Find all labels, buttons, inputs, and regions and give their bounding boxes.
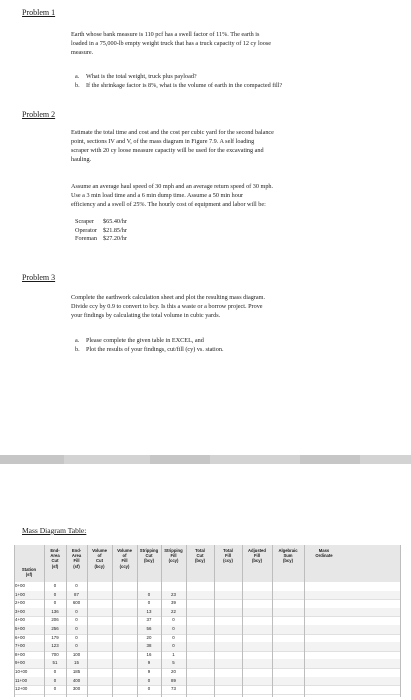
table-row xyxy=(14,634,400,643)
table-cell: 20 xyxy=(146,634,152,640)
column-divider xyxy=(161,545,162,697)
table-cell: 0 xyxy=(53,600,57,606)
table-cell: 0 xyxy=(53,669,57,674)
station-cell: 10+00 xyxy=(15,669,28,674)
problem-2-heading: Problem 2 xyxy=(22,110,56,119)
table-row xyxy=(14,685,400,694)
problem-1-line: measure. xyxy=(71,49,94,56)
table-cell: 0 xyxy=(53,583,57,588)
table-cell: 0 xyxy=(75,617,78,623)
column-header: Stripping Cut (bcy) xyxy=(139,548,159,564)
column-header: Volume of Cut (bcy) xyxy=(92,548,107,569)
table-cell: 37 xyxy=(146,617,152,623)
table-cell: 20 xyxy=(171,669,176,674)
task-item: b. Plot the results of your findings, cut/fill (cy) vs. station. xyxy=(75,346,224,353)
column-header: Stripping Fill (ccy) xyxy=(164,548,183,564)
table-cell: 0 xyxy=(75,626,78,631)
table-row xyxy=(14,668,400,677)
station-cell: 5+00 xyxy=(15,626,25,631)
problem-2-paragraph-2: Assume an average haul speed of 30 mph and an average return speed of 30 mph. Use a 3 min load time and a 6 min dump time. Assume a 50 min hour efficiency and a swell of 25%. The hourly cost of equipment and labor will be: xyxy=(71,183,274,208)
rate-row: Foreman $27.20/hr xyxy=(75,235,127,242)
station-cell: 1+00 xyxy=(15,591,25,597)
table-cell: 400 xyxy=(72,677,81,683)
table-cell: 89 xyxy=(171,677,176,683)
table-cell: 600 xyxy=(72,600,81,606)
problem-1-line: Earth whose bank measure is 110 pcf has a swell factor of 11%. The earth is xyxy=(71,31,260,38)
problem-1-questions xyxy=(75,72,400,90)
row-divider xyxy=(14,694,400,695)
table-cell: 16 xyxy=(146,651,152,657)
table-row xyxy=(14,599,400,608)
column-header: End- Area Cut (sf) xyxy=(50,548,60,569)
rate-row: Operator $21.85/hr xyxy=(75,226,127,234)
question-item: b. If the shrinkage factor is 8%, what is the volume of earth in the compacted fill? xyxy=(75,82,283,89)
table-row xyxy=(14,625,400,634)
table-row xyxy=(14,616,400,625)
column-divider xyxy=(87,545,88,697)
table-cell: 5 xyxy=(172,660,175,666)
table-cell: 0 xyxy=(172,643,175,649)
station-cell: 12+00 xyxy=(15,686,28,692)
station-cell: 9+00 xyxy=(15,660,25,666)
column-header: End- Area Fill (sf) xyxy=(71,548,82,569)
table-cell: 73 xyxy=(171,686,176,692)
column-divider xyxy=(66,545,67,697)
problem-2-paragraph-1: Estimate the total time and cost and the cost per cubic yard for the second balance point, sections IV and V, of the mass diagram in Figure 7.9. A self loading scraper with 20 cy loose measure capacity will be used for the excavating and hauling. xyxy=(71,129,274,163)
page-divider xyxy=(0,455,411,464)
table-cell: 0 xyxy=(147,591,151,597)
table-cell: 185 xyxy=(72,669,81,674)
table-cell: 15 xyxy=(74,660,79,666)
station-cell: 0+00 xyxy=(15,583,25,588)
table-row xyxy=(14,659,400,668)
table-cell: 0 xyxy=(75,643,78,649)
table-cell: 38 xyxy=(146,643,152,649)
column-divider xyxy=(112,545,113,697)
station-cell: 3+00 xyxy=(15,608,25,614)
table-cell: 87 xyxy=(74,591,79,597)
table-cell: 0 xyxy=(53,677,57,683)
table-cell: 13 xyxy=(146,608,152,614)
table-cell: 179 xyxy=(51,634,59,640)
station-cell: 7+00 xyxy=(15,643,25,649)
table-cell: 22 xyxy=(171,608,176,614)
station-cell: 11+00 xyxy=(15,677,28,683)
column-divider xyxy=(137,545,138,697)
table-row xyxy=(14,591,400,600)
problem-1-statement xyxy=(71,30,396,57)
column-header: Algebraic Sum (bcy) xyxy=(278,548,298,564)
problem-3-tasks xyxy=(75,336,400,354)
column-header: Mass Ordinate xyxy=(315,548,333,559)
table-cell: 9 xyxy=(147,660,151,666)
question-item: a. What is the total weight, truck plus payload? xyxy=(75,73,197,80)
station-cell: 6+00 xyxy=(15,634,25,640)
mass-table-title: Mass Diagram Table: xyxy=(22,526,87,535)
problem-1-line: loaded in a 75,000-lb empty weight truck that has a truck capacity of 12 cy loose xyxy=(71,40,272,47)
column-header: Total Fill (ccy) xyxy=(223,548,233,564)
problem-3-heading: Problem 3 xyxy=(22,273,56,282)
table-cell: 0 xyxy=(53,686,57,692)
table-cell: 206 xyxy=(51,617,59,623)
table-row xyxy=(14,608,400,617)
table-cell: 0 xyxy=(75,634,78,640)
table-cell: 136 xyxy=(51,608,59,614)
column-divider xyxy=(304,545,305,697)
task-item: a. Please complete the given table in EXCEL, and xyxy=(75,337,204,344)
column-header: Volume of Fill (ccy) xyxy=(117,548,132,569)
mass-diagram-table xyxy=(14,545,400,697)
table-cell: 0 xyxy=(147,677,151,683)
table-cell: 39 xyxy=(171,600,176,606)
column-divider xyxy=(400,545,401,697)
table-cell: 1 xyxy=(172,651,175,657)
column-divider xyxy=(242,545,243,697)
column-header: Total Cut (bcy) xyxy=(194,548,205,564)
table-cell: 0 xyxy=(75,583,78,588)
table-cell: 256 xyxy=(51,626,59,631)
table-cell: 300 xyxy=(72,686,81,692)
table-cell: 0 xyxy=(53,591,57,597)
station-cell: 4+00 xyxy=(15,617,25,623)
column-divider xyxy=(44,545,45,697)
column-divider xyxy=(186,545,187,697)
column-divider xyxy=(272,545,273,697)
table-row xyxy=(14,677,400,686)
table-row xyxy=(14,582,400,591)
column-divider xyxy=(214,545,215,697)
table-cell: 700 xyxy=(51,651,59,657)
table-row xyxy=(14,642,400,651)
cost-rates-table xyxy=(75,218,133,244)
table-cell: 23 xyxy=(171,591,176,597)
table-row xyxy=(14,651,400,660)
table-cell: 0 xyxy=(172,617,175,623)
table-cell: 0 xyxy=(75,608,78,614)
column-header: Adjusted Fill (bcy) xyxy=(248,548,266,564)
table-cell: 0 xyxy=(172,634,175,640)
station-cell: 2+00 xyxy=(15,600,25,606)
station-cell: 8+00 xyxy=(15,651,25,657)
table-cell: 100 xyxy=(72,651,81,657)
table-cell: 0 xyxy=(147,686,151,692)
table-cell: 0 xyxy=(147,600,151,606)
table-header xyxy=(14,545,400,582)
table-cell: 0 xyxy=(172,626,175,631)
column-header: Station (sf) xyxy=(21,567,37,578)
rate-row: Scraper $65.40/hr xyxy=(75,218,127,225)
table-cell: 123 xyxy=(51,643,59,649)
table-cell: 56 xyxy=(146,626,152,631)
table-cell: 51 xyxy=(52,660,58,666)
problem-3-statement: Complete the earthwork calculation sheet and plot the resulting mass diagram. Divide ccy by 0.9 to convert to bcy. Is this a waste or a borrow project. Prove your findings by calculating the total volume in cubic yards. xyxy=(71,294,265,319)
table-cell: 9 xyxy=(147,669,151,674)
problem-1-heading: Problem 1 xyxy=(22,8,56,17)
column-divider xyxy=(14,545,15,697)
